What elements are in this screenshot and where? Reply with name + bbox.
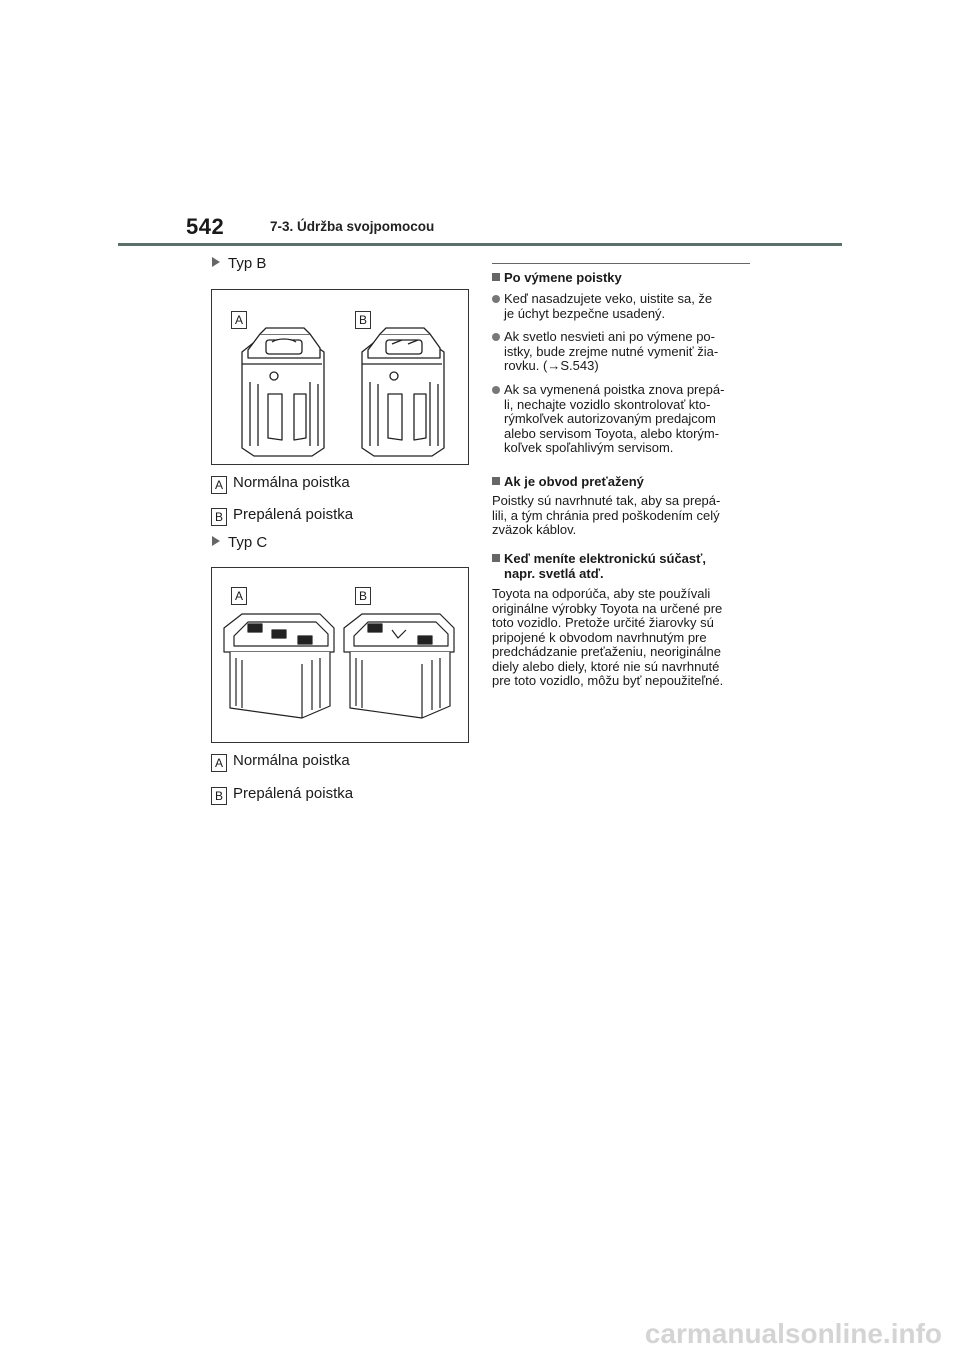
paragraph-electronic-parts: [492, 587, 754, 689]
figure-label-a: A: [231, 311, 247, 329]
legend-tag-b: B: [211, 508, 227, 526]
round-bullet-icon: [492, 386, 500, 394]
paragraph-line: Toyota na odporúča, aby ste používali: [492, 586, 711, 601]
list-item-line: li, nechajte vozidlo skontrolovať kto-: [504, 396, 711, 412]
paragraph-line: pripojené k obvodom navrhnutým pre: [492, 629, 707, 645]
page-number: 542: [186, 214, 225, 239]
list-item-line: istky, bude zrejme nutné vymeniť žia-: [504, 343, 719, 359]
section-heading-text: napr. svetlá atď.: [504, 566, 604, 581]
type-b-legend-a: [211, 474, 350, 494]
list-item-line: alebo servisom Toyota, alebo ktorým-: [504, 425, 720, 441]
section-heading-electronic-parts: [492, 551, 706, 581]
legend-text-normal: Normálna poistka: [233, 474, 350, 491]
section-heading-overloaded-circuit: [492, 474, 644, 489]
type-c-legend-a: [211, 752, 350, 772]
type-b-figure: [211, 289, 469, 465]
normal-fuse-b-icon: [242, 328, 324, 456]
legend-tag-a: A: [211, 476, 227, 494]
list-item-line: rovku. (→S.543): [504, 358, 599, 373]
triangle-bullet-icon: [212, 536, 220, 546]
type-c-heading: [212, 534, 267, 551]
paragraph-line: zväzok káblov.: [492, 522, 577, 537]
triangle-bullet-icon: [212, 257, 220, 267]
section-divider: [492, 263, 750, 264]
type-c-figure: [211, 567, 469, 743]
paragraph-line: pre toto vozidlo, môžu byť nepoužiteľné.: [492, 673, 724, 688]
list-item: [492, 383, 754, 456]
normal-fuse-c-icon: [224, 614, 334, 718]
list-item-line: je úchyt bezpečne usadený.: [504, 305, 666, 321]
legend-text-blown: Prepálená poistka: [233, 785, 354, 802]
square-bullet-icon: [492, 477, 500, 485]
section-heading-text: Ak je obvod preťažený: [504, 474, 644, 489]
paragraph-line: originálne výrobky Toyota na určené pre: [492, 600, 723, 616]
header-rule: [118, 243, 842, 246]
blown-fuse-c-icon: [344, 614, 454, 718]
list-item: [492, 292, 754, 321]
blown-fuse-b-icon: [362, 328, 444, 456]
legend-text-blown: Prepálená poistka: [233, 506, 354, 523]
fuse-type-c-illustration: [212, 568, 468, 742]
legend-text-normal: Normálna poistka: [233, 752, 350, 769]
legend-tag-b: B: [211, 787, 227, 805]
chapter-title: 7-3. Údržba svojpomocou: [270, 219, 435, 234]
list-item-line: Ak sa vymenená poistka znova prepá-: [504, 382, 725, 397]
type-c-legend-b: [211, 785, 353, 805]
list-item: [492, 330, 754, 374]
paragraph-line: lili, a tým chránia pred poškodením celý: [492, 507, 720, 523]
section-heading-after-replacement: [492, 270, 622, 285]
paragraph-line: diely alebo diely, ktoré nie sú navrhnuté: [492, 658, 720, 674]
type-b-heading-text: Typ B: [228, 255, 267, 272]
section-heading-text: Po výmene poistky: [504, 270, 622, 285]
list-item-line: Ak svetlo nesvieti ani po výmene po-: [504, 329, 715, 344]
square-bullet-icon: [492, 554, 500, 562]
round-bullet-icon: [492, 333, 500, 341]
fuse-type-b-illustration: [212, 290, 468, 464]
paragraph-line: predchádzanie preťaženiu, neoriginálne: [492, 644, 721, 659]
legend-tag-a: A: [211, 754, 227, 772]
paragraph-line: toto vozidlo. Pretože určité žiarovky sú: [492, 615, 714, 630]
watermark: carmanualsonline.info: [644, 1318, 942, 1349]
list-item-line: Keď nasadzujete veko, uistite sa, že: [504, 291, 713, 306]
list-item-line: rýmkoľvek autorizovaným predajcom: [504, 411, 716, 426]
type-b-legend-b: [211, 506, 353, 526]
figure-label-a: A: [231, 587, 247, 605]
square-bullet-icon: [492, 273, 500, 281]
type-c-heading-text: Typ C: [228, 534, 268, 551]
paragraph-line: Poistky sú navrhnuté tak, aby sa prepá-: [492, 493, 721, 508]
round-bullet-icon: [492, 295, 500, 303]
figure-label-b: B: [355, 587, 371, 605]
section-heading-text: Keď meníte elektronickú súčasť,: [504, 551, 706, 566]
type-b-heading: [212, 255, 266, 272]
figure-label-b: B: [355, 311, 371, 329]
paragraph-overloaded-circuit: [492, 494, 754, 538]
list-item-line: koľvek spoľahlivým servisom.: [504, 440, 674, 455]
